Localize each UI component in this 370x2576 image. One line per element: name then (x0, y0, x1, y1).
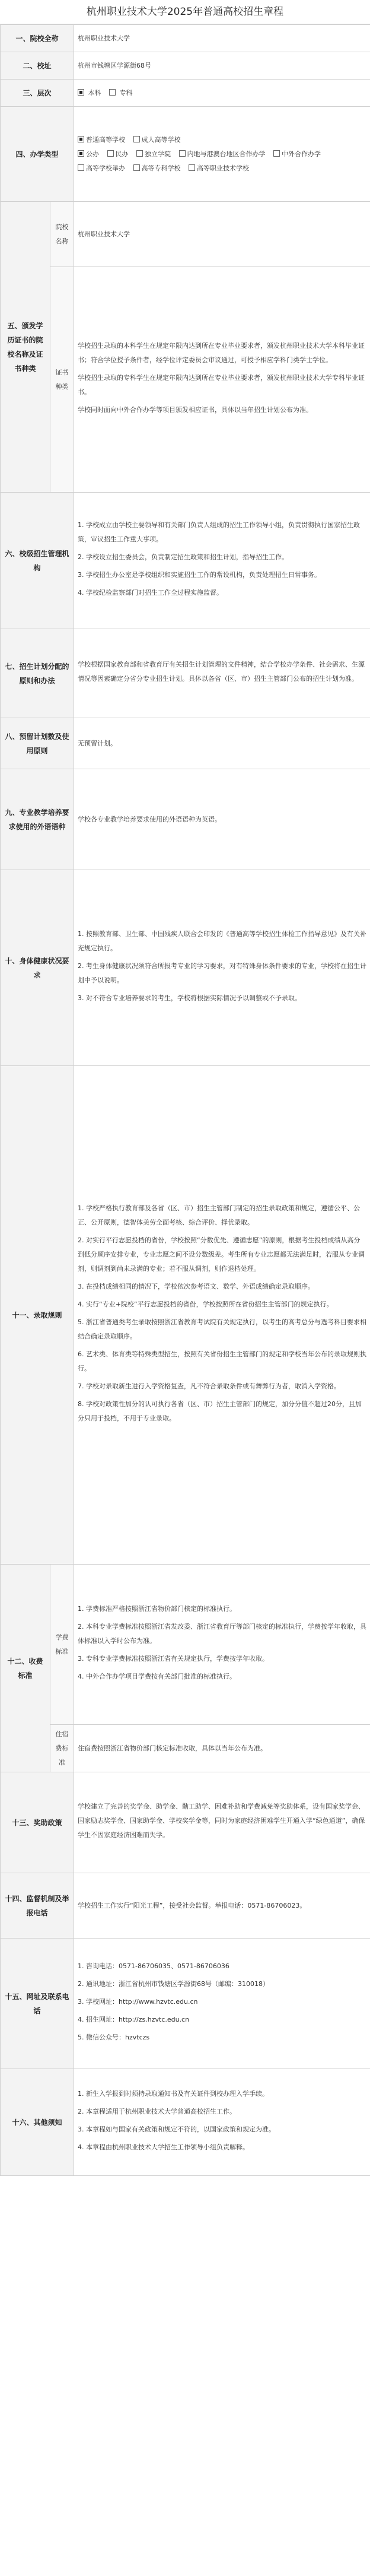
charter-table (0, 24, 370, 2176)
paragraph: 8. 学校对政策性加分的认可执行各省（区、市）招生主管部门的规定，加分分值不超过20分，且加分只用于投档，不用于专业录取。 (78, 1400, 362, 1422)
option-item (78, 161, 125, 176)
paragraph: 学校同时面向中外合作办学等项目颁发相应证书，具体以当年招生计划公布为准。 (78, 405, 313, 414)
paragraph: 7. 学校对录取新生进行入学资格复查，凡不符合录取条件或有舞弊行为者，取消入学资格。 (78, 1382, 341, 1390)
option-label: 民办 (115, 150, 129, 158)
options-line (78, 133, 366, 147)
section-label: 七、招生计划分配的原则和办法 (1, 629, 74, 718)
sub-label: 证书种类 (50, 267, 74, 493)
section-label: 四、办学类型 (1, 107, 74, 202)
sub-label: 住宿费标准 (50, 1725, 74, 1772)
address-value: 杭州市钱塘区学源街68号 (74, 52, 370, 80)
row-scholarship (1, 1772, 370, 1873)
option-label: 中外合作办学 (282, 150, 321, 158)
row-school-type (1, 107, 370, 202)
row-plan-allocation (1, 629, 370, 718)
page-title: 杭州职业技术大学2025年普通高校招生章程 (0, 0, 370, 24)
row-level (1, 80, 370, 107)
checkbox-unchecked-icon (179, 150, 186, 157)
paragraph: 6. 艺术类、体育类等特殊类型招生，按照有关省份招生主管部门的规定和学校当年公布的录取规则执行。 (78, 1350, 367, 1372)
tuition-text (74, 1565, 370, 1725)
checkbox-unchecked-icon (78, 164, 84, 171)
checkbox-unchecked-icon (107, 150, 114, 157)
paragraph: 1. 新生入学报到时须持录取通知书及有关证件到校办理入学手续。 (78, 2089, 269, 2098)
phone-line: 1. 咨询电话：0571-86706035、0571-86706036 (78, 1962, 229, 1970)
option-junior (109, 86, 133, 100)
option-label: 独立学院 (145, 150, 171, 158)
option-label: 普通高等学校 (86, 135, 126, 144)
wechat-line: 5. 微信公众号：hzvtczs (78, 2033, 150, 2041)
section-label: 十六、其他须知 (1, 2069, 74, 2176)
paragraph: 3. 专科专业学费标准按照浙江省有关规定执行，学费按学年收取。 (78, 1654, 269, 1663)
paragraph: 3. 本章程如与国家有关政策和规定不符的，以国家政策和规定为准。 (78, 2125, 276, 2133)
plan-allocation-text (74, 629, 370, 718)
paragraph: 3. 在投档成绩相同的情况下，学校依次参考语文、数学、外语成绩确定录取顺序。 (78, 1282, 315, 1290)
school-name-value: 杭州职业技术大学 (74, 25, 370, 52)
row-health (1, 870, 370, 1066)
website-link[interactable]: 3. 学校网址：http://www.hzvtc.edu.cn (78, 1997, 198, 2006)
option-item (133, 133, 181, 147)
option-undergrad (78, 86, 101, 100)
section-label: 五、颁发学历证书的院校名称及证书种类 (1, 202, 50, 493)
section-label: 三、层次 (1, 80, 74, 107)
admission-website-link[interactable]: 4. 招生网址：http://zs.hzvtc.edu.cn (78, 2015, 190, 2023)
option-item (133, 161, 181, 176)
section-label: 十四、监督机制及举报电话 (1, 1873, 74, 1939)
admission-rules-text (74, 1066, 370, 1565)
paragraph: 1. 按照教育部、卫生部、中国残疾人联合会印发的《普通高等学校招生体检工作指导意见》及有关补充规定执行。 (78, 929, 367, 952)
section-label: 十一、录取规则 (1, 1066, 74, 1565)
section-label: 八、预留计划数及使用原则 (1, 718, 74, 769)
option-item (189, 161, 249, 176)
paragraph: 1. 学校严格执行教育部及各省（区、市）招生主管部门制定的招生录取政策和规定，遵循公平、公正、公开原则，德智体美劳全面考核、综合评价、择优录取。 (78, 1204, 361, 1226)
accommodation-value: 住宿费按照浙江省物价部门核定标准收取，具体以当年公布为准。 (74, 1725, 370, 1772)
section-label: 六、校级招生管理机构 (1, 493, 74, 629)
row-admission-rules (1, 1066, 370, 1565)
row-reserved-plan (1, 718, 370, 769)
paragraph: 学校根据国家教育部和省教育厅有关招生计划管理的文件精神，结合学校办学条件、社会需求、生源情况等因素确定分省分专业招生计划。具体以各省（区、市）招生主管部门公布的招生计划为准。 (78, 660, 365, 683)
sub-label: 院校名称 (50, 202, 74, 267)
paragraph: 5. 浙江省普通类考生录取按照浙江省教育考试院有关规定执行，以考生的高考总分与选考科目要求相结合确定录取顺序。 (78, 1318, 367, 1340)
sub-label: 学费标准 (50, 1565, 74, 1725)
option-label: 公办 (86, 150, 100, 158)
checkbox-unchecked-icon (109, 89, 116, 96)
school-type-options (74, 107, 370, 202)
row-notes (1, 2069, 370, 2176)
paragraph: 2. 学校设立招生委员会，负责制定招生政策和招生计划，指导招生工作。 (78, 553, 289, 561)
section-label: 九、专业教学培养要求使用的外语语种 (1, 769, 74, 870)
row-language (1, 769, 370, 870)
checkbox-checked-icon (78, 89, 84, 96)
row-school-name (1, 25, 370, 52)
checkbox-checked-icon (78, 150, 84, 157)
checkbox-unchecked-icon (136, 150, 143, 157)
option-label: 内地与港澳台地区合作办学 (187, 150, 266, 158)
section-label: 十二、收费标准 (1, 1565, 50, 1772)
row-tuition (1, 1565, 370, 1725)
row-accommodation (1, 1725, 370, 1772)
option-label: 高等职业技术学校 (197, 164, 250, 172)
section-label: 十五、网址及联系电话 (1, 1939, 74, 2069)
option-item (179, 147, 266, 161)
option-label: 专科 (119, 88, 133, 97)
option-label: 高等专科学校 (141, 164, 181, 172)
paragraph: 3. 对不符合专业培养要求的考生，学校将根据实际情况予以调整或不予录取。 (78, 994, 302, 1002)
paragraph: 4. 本章程由杭州职业技术大学招生工作领导小组负责解释。 (78, 2143, 250, 2151)
paragraph: 学校招生录取的专科学生在规定年限内达到所在专业毕业要求者，颁发杭州职业技术大学专科毕业证书。 (78, 373, 365, 396)
certificate-type-text (74, 267, 370, 493)
section-label: 二、校址 (1, 52, 74, 80)
row-certificate-type (1, 267, 370, 493)
option-label: 本科 (88, 88, 101, 97)
paragraph: 4. 学校纪检监察部门对招生工作全过程实施监督。 (78, 588, 224, 597)
options-line (78, 161, 366, 176)
paragraph: 2. 考生身体健康状况须符合所报考专业的学习要求，对有特殊身体条件要求的专业，学校将在招生计划中予以说明。 (78, 962, 367, 984)
row-admission-office (1, 493, 370, 629)
paragraph: 2. 本章程适用于杭州职业技术大学普通高校招生工作。 (78, 2107, 237, 2115)
supervision-value: 学校招生工作实行“阳光工程”，接受社会监督。举报电话：0571-86706023。 (74, 1873, 370, 1939)
certificate-school-value: 杭州职业技术大学 (74, 202, 370, 267)
section-label: 十三、奖助政策 (1, 1772, 74, 1873)
level-options (74, 80, 370, 107)
scholarship-text (74, 1772, 370, 1873)
checkbox-unchecked-icon (133, 164, 140, 171)
checkbox-unchecked-icon (189, 164, 195, 171)
paragraph: 4. 中外合作办学项目学费按有关部门批准的标准执行。 (78, 1672, 237, 1680)
option-item (78, 133, 125, 147)
paragraph: 2. 对实行平行志愿投档的省份，学校按照“分数优先、遵循志愿”的原则，根据考生投档成绩从高分到低分顺序安排专业，专业志愿之间不设分数级差。考生所有专业志愿都无法满足时，若服从专业调剂，则调剂到尚未录满的专业；若不服从调剂，则作退档处理。 (78, 1236, 365, 1273)
paragraph: 3. 学校招生办公室是学校组织和实施招生工作的常设机构，负责处理招生日常事务。 (78, 570, 321, 579)
address-line: 2. 通讯地址：浙江省杭州市钱塘区学源街68号（邮编：310018） (78, 1979, 269, 1988)
row-certificate-school (1, 202, 370, 267)
paragraph: 1. 学费标准严格按照浙江省物价部门核定的标准执行。 (78, 1604, 237, 1613)
row-supervision (1, 1873, 370, 1939)
checkbox-unchecked-icon (133, 136, 140, 142)
option-item (107, 147, 129, 161)
admission-office-text (74, 493, 370, 629)
notes-text (74, 2069, 370, 2176)
option-label: 成人高等学校 (141, 135, 181, 144)
section-label: 一、院校全称 (1, 25, 74, 52)
checkbox-unchecked-icon (273, 150, 280, 157)
paragraph: 2. 本科专业学费标准按照浙江省发改委、浙江省教育厅等部门核定的标准执行，学费按学年收取，具体标准以入学时公布为准。 (78, 1622, 367, 1645)
option-label: 高等学校举办 (86, 164, 126, 172)
paragraph: 学校招生录取的本科学生在规定年限内达到所在专业毕业要求者，颁发杭州职业技术大学本科毕业证书；符合学位授予条件者，经学位评定委员会审议通过，可授予相应学科门类学士学位。 (78, 341, 365, 364)
option-item (273, 147, 321, 161)
section-label: 十、身体健康状况要求 (1, 870, 74, 1066)
reserved-plan-value: 无预留计划。 (74, 718, 370, 769)
contact-text (74, 1939, 370, 2069)
option-item (78, 147, 99, 161)
health-text (74, 870, 370, 1066)
paragraph: 学校建立了完善的奖学金、助学金、勤工助学、困难补助和学费减免等奖助体系，设有国家奖学金、国家励志奖学金、国家助学金、学校奖学金等，同时为家庭经济困难学生开通入学“绿色通道”，确保学生不因家庭经济困难而失学。 (78, 1802, 365, 1839)
options-line (78, 147, 366, 161)
row-address (1, 52, 370, 80)
paragraph: 1. 学校成立由学校主要领导和有关部门负责人组成的招生工作领导小组，负责贯彻执行国家招生政策，审议招生工作重大事项。 (78, 521, 361, 543)
language-value: 学校各专业教学培养要求使用的外语语种为英语。 (74, 769, 370, 870)
checkbox-checked-icon (78, 136, 84, 142)
paragraph: 4. 实行“专业+院校”平行志愿投档的省份，学校按照所在省份招生主管部门的规定执行。 (78, 1300, 333, 1308)
row-contact (1, 1939, 370, 2069)
option-item (136, 147, 171, 161)
